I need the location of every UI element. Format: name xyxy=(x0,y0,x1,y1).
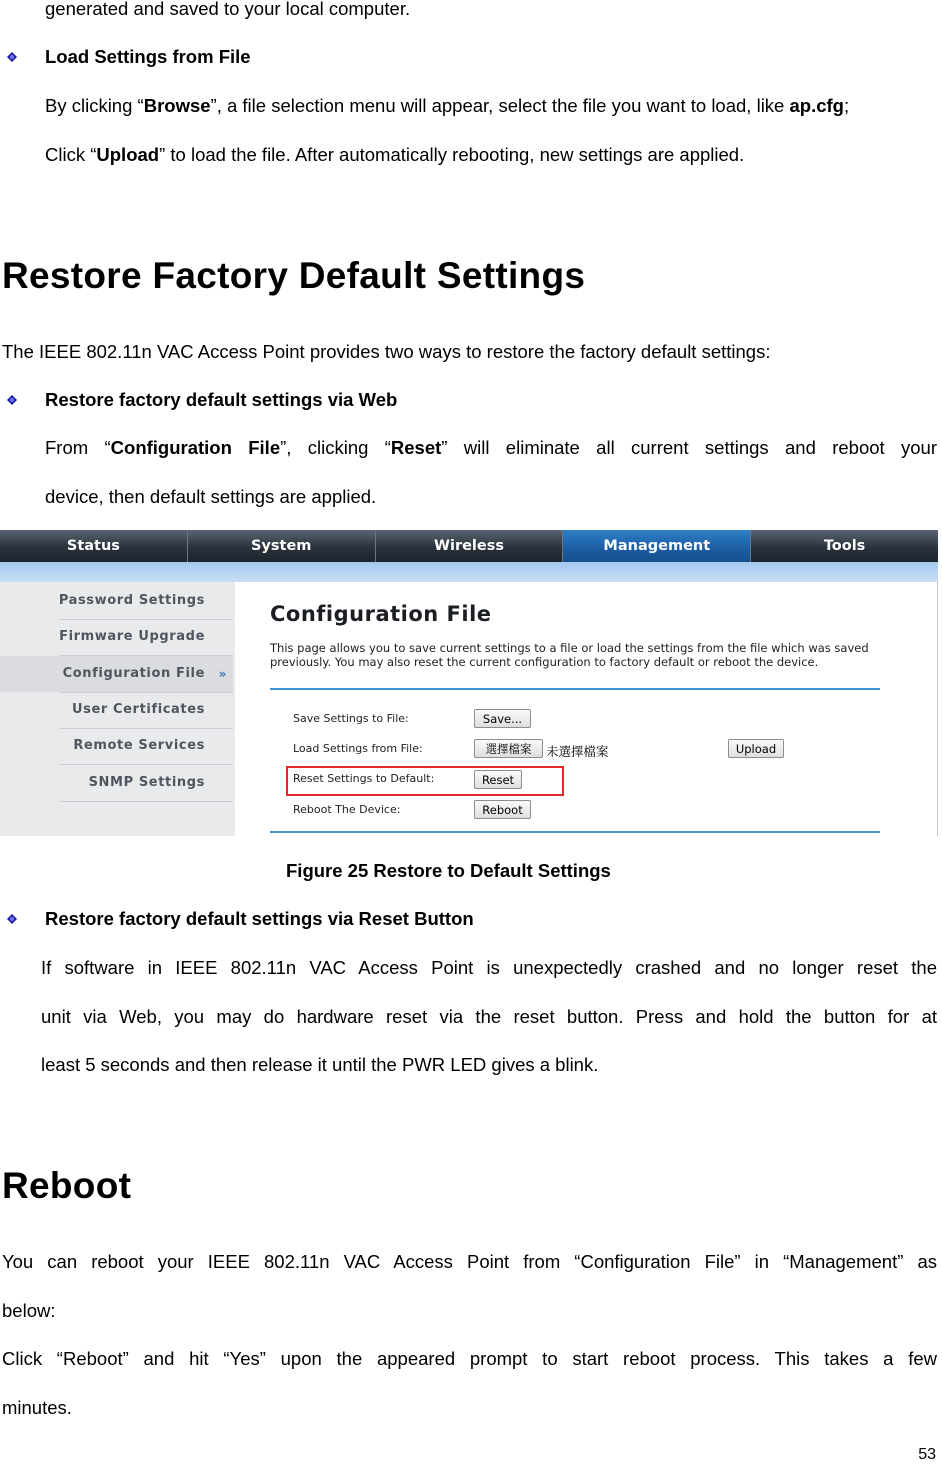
restore-button-heading: Restore factory default settings via Reset Button xyxy=(45,908,474,929)
top-nav-bar xyxy=(0,530,938,562)
sidebar-item-snmp-settings[interactable]: SNMP Settings xyxy=(88,775,205,790)
panel-description: This page allows you to save current settings to a file or load the settings from the file which was saved previously. You may also reset the current configuration to factory default or reboot the device. xyxy=(270,641,869,669)
restore-button-line-1: If software in IEEE 802.11n VAC Access Point is unexpectedly crashed and no longer reset the xyxy=(41,957,937,978)
sidebar-item-firmware-upgrade[interactable]: Firmware Upgrade xyxy=(59,629,205,644)
reboot-paragraph-1-line-2: below: xyxy=(2,1300,56,1321)
config-file-panel xyxy=(235,582,938,836)
reboot-paragraph-2-line-2: minutes. xyxy=(2,1397,72,1418)
reset-button[interactable]: Reset xyxy=(474,770,522,789)
reset-settings-label: Reset Settings to Default: xyxy=(293,772,435,785)
configuration-file-screenshot xyxy=(0,530,938,836)
double-chevron-right-icon: » xyxy=(218,667,227,681)
sidebar-item-remote-services[interactable]: Remote Services xyxy=(73,738,205,753)
reboot-button[interactable]: Reboot xyxy=(474,800,531,819)
divider-line xyxy=(270,831,880,833)
figure-caption: Figure 25 Restore to Default Settings xyxy=(286,860,611,881)
restore-intro: The IEEE 802.11n VAC Access Point provides two ways to restore the factory default settings: xyxy=(2,341,771,362)
intro-line: generated and saved to your local computer. xyxy=(45,0,411,19)
sidebar-item-configuration-file[interactable]: Configuration File » xyxy=(0,656,233,692)
nav-tab-management[interactable]: Management xyxy=(563,530,751,562)
nav-tab-status[interactable]: Status xyxy=(0,530,188,562)
nav-tab-system[interactable]: System xyxy=(188,530,376,562)
sidebar-item-password-settings[interactable]: Password Settings xyxy=(58,593,205,608)
load-settings-line-1: By clicking “Browse”, a file selection menu will appear, select the file you want to load, like ap.cfg; xyxy=(45,95,850,116)
save-settings-label: Save Settings to File: xyxy=(293,712,409,725)
reboot-device-label: Reboot The Device: xyxy=(293,803,401,816)
sidebar xyxy=(0,582,235,836)
nav-tab-tools[interactable]: Tools xyxy=(823,538,866,554)
load-settings-heading: Load Settings from File xyxy=(45,46,251,67)
reboot-paragraph-1-line-1: You can reboot your IEEE 802.11n VAC Access Point from “Configuration File” in “Management” as xyxy=(2,1251,937,1272)
nav-tab-wireless[interactable]: Wireless xyxy=(376,530,564,562)
reboot-paragraph-2-line-1: Click “Reboot” and hit “Yes” upon the appeared prompt to start reboot process. This takes a few xyxy=(2,1348,937,1369)
page-number: 53 xyxy=(918,1446,936,1463)
restore-web-line-1: From “Configuration File”, clicking “Reset” will eliminate all current settings and reboot your xyxy=(45,437,937,458)
restore-web-heading: Restore factory default settings via Web xyxy=(45,389,398,410)
sidebar-item-user-certificates[interactable]: User Certificates xyxy=(71,702,205,717)
divider-line xyxy=(270,688,880,690)
restore-button-line-3: least 5 seconds and then release it until the PWR LED gives a blink. xyxy=(41,1054,599,1075)
restore-section-title: Restore Factory Default Settings xyxy=(2,255,586,296)
save-button[interactable]: Save... xyxy=(474,709,531,728)
load-settings-label: Load Settings from File: xyxy=(293,742,423,755)
sidebar-divider xyxy=(60,801,233,802)
choose-file-button[interactable]: 選擇檔案 xyxy=(474,739,543,758)
reboot-section-title: Reboot xyxy=(2,1165,132,1206)
restore-web-line-2: device, then default settings are applied. xyxy=(45,486,377,507)
no-file-chosen-text: 未選擇檔案 xyxy=(546,744,609,759)
sub-nav-band xyxy=(0,562,938,582)
panel-title: Configuration File xyxy=(270,602,492,626)
bullet-diamond-icon xyxy=(6,51,18,63)
load-settings-line-2: Click “Upload” to load the file. After automatically rebooting, new settings are applied. xyxy=(45,144,745,165)
restore-button-line-2: unit via Web, you may do hardware reset via the reset button. Press and hold the button for at xyxy=(41,1006,937,1027)
upload-button[interactable]: Upload xyxy=(728,739,784,758)
bullet-diamond-icon xyxy=(6,394,18,406)
bullet-diamond-icon xyxy=(6,913,18,925)
frame-edge xyxy=(937,582,938,836)
